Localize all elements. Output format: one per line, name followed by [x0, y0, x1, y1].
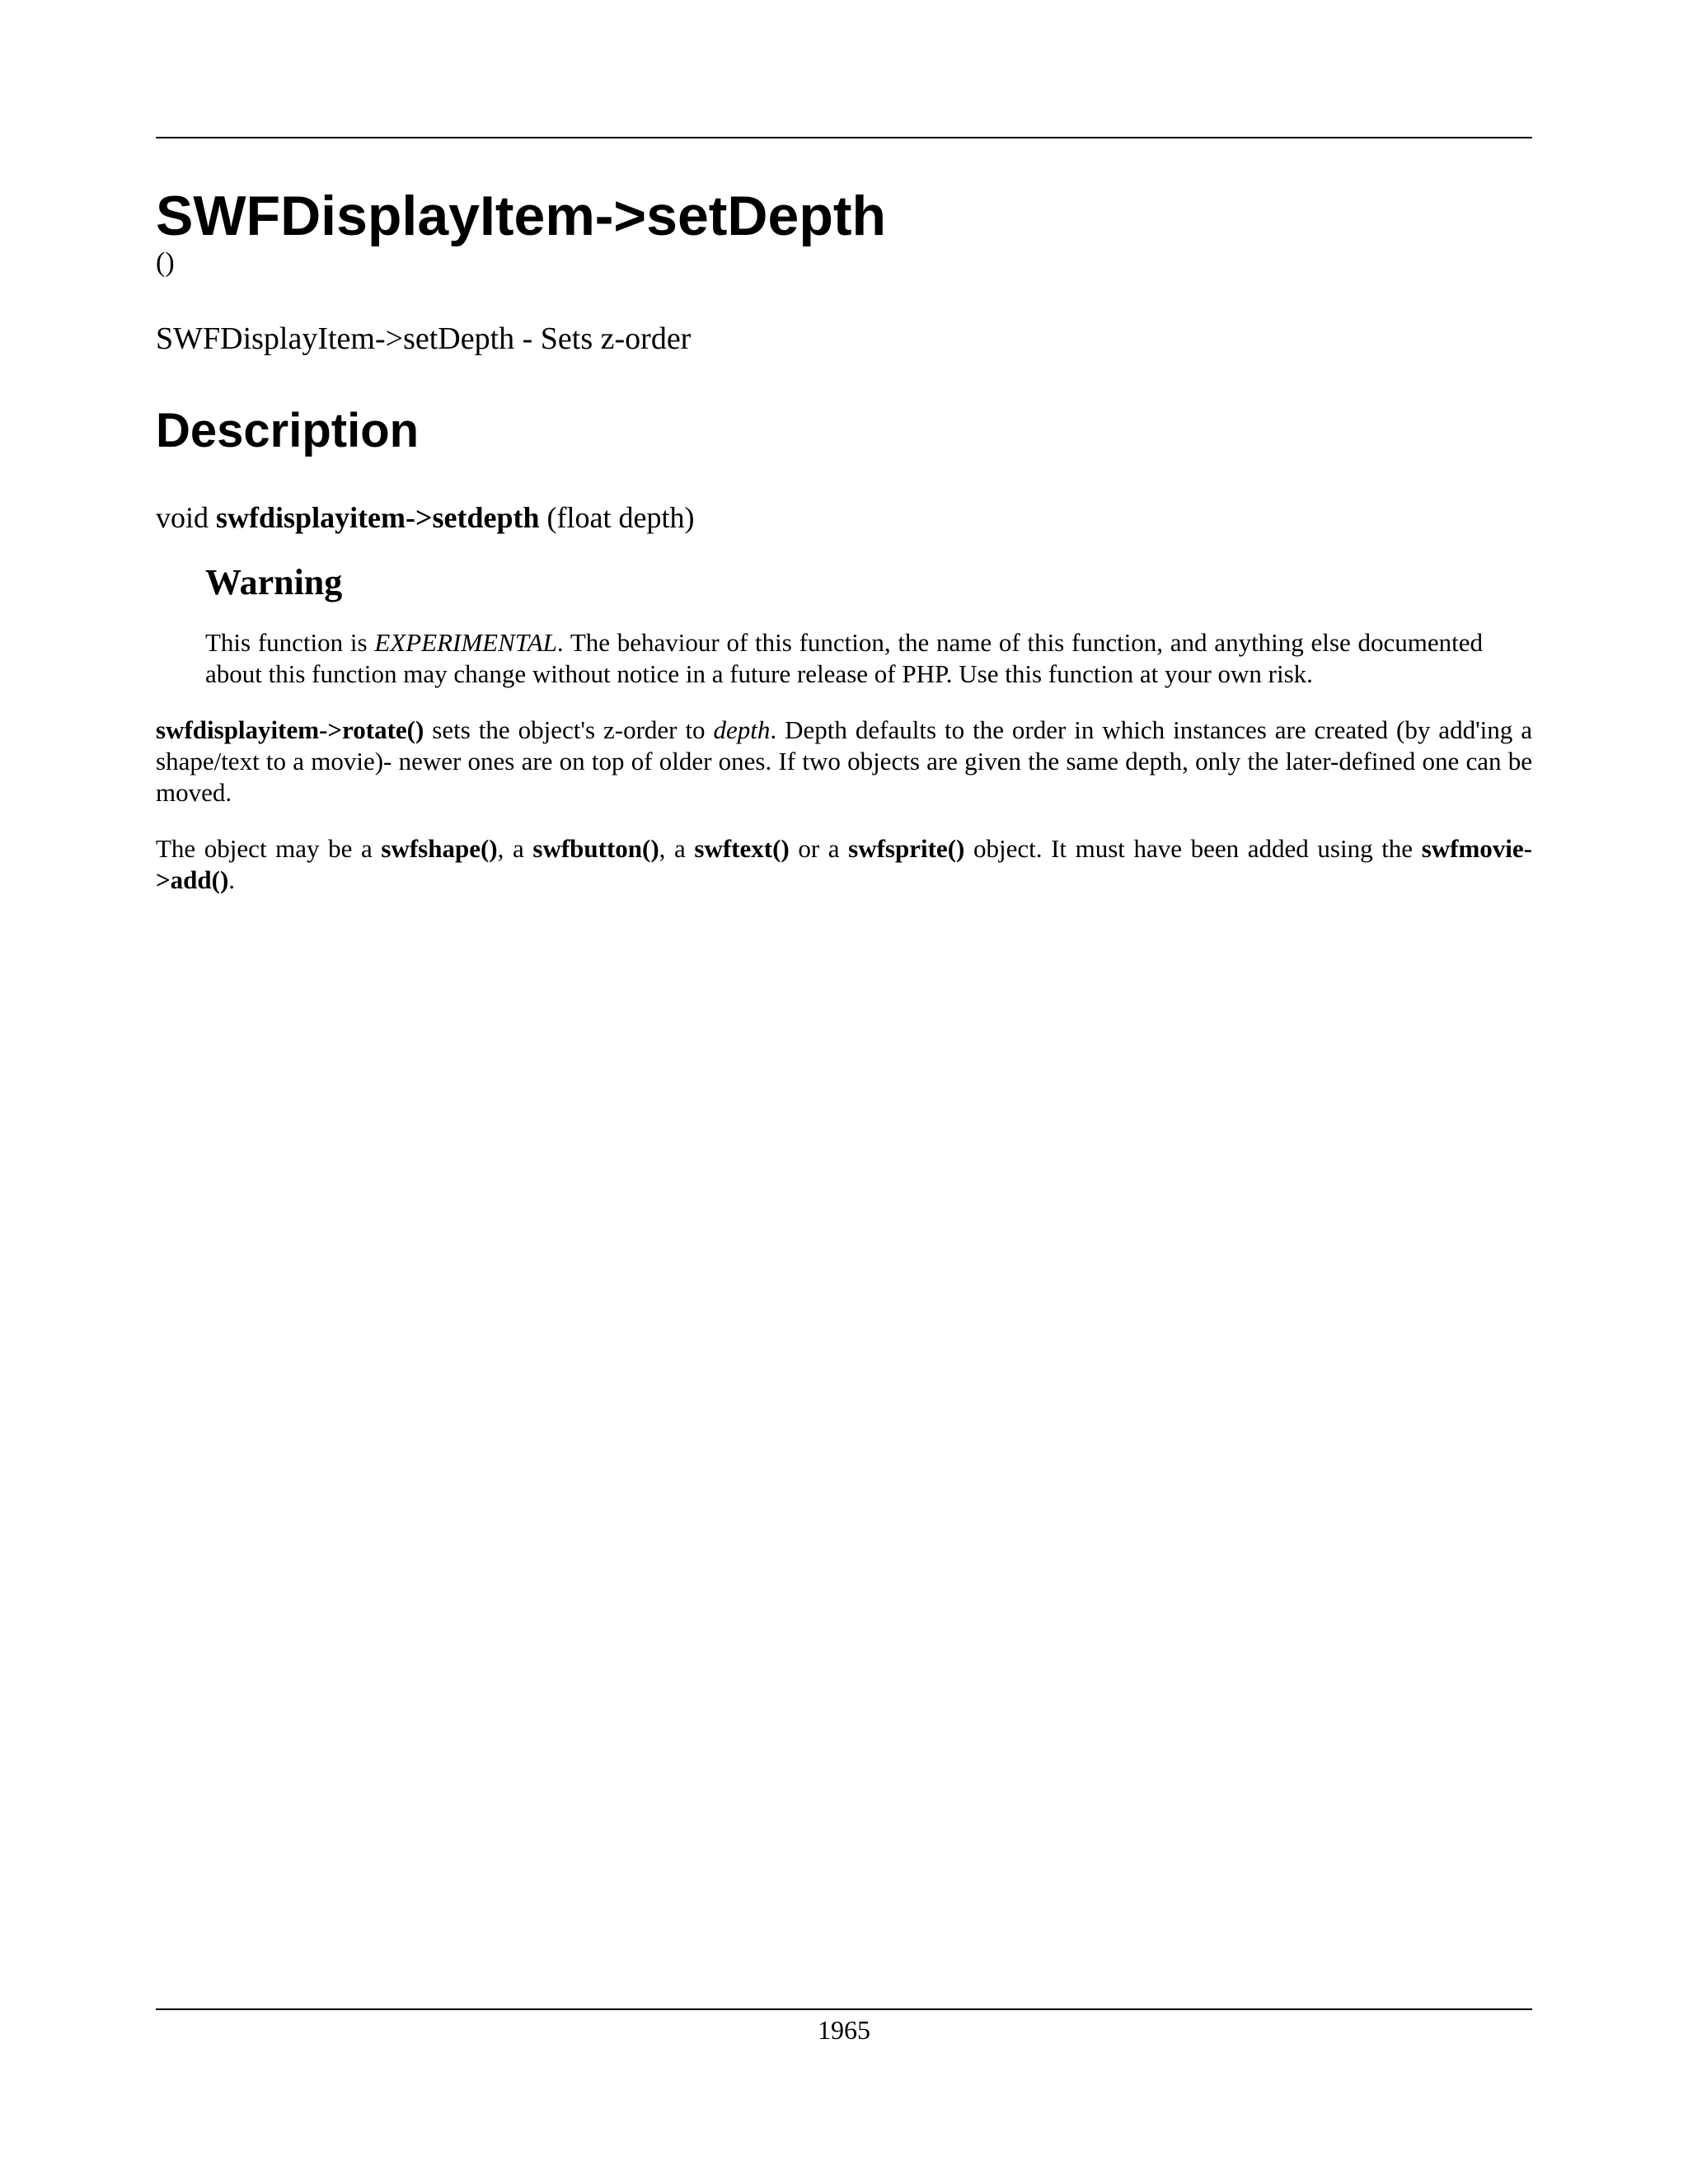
title-parens: ()	[156, 247, 175, 278]
refname-line: SWFDisplayItem->setDepth - Sets z-order	[156, 321, 692, 357]
paragraph-text: . Depth defaults to the order in which instances are created (by add'ing a shape/text to a movie)- newer ones are on top of older ones. If two objects are given the same depth, only the later-defined one can be moved.	[156, 715, 1533, 807]
function-name: swfdisplayitem->setdepth	[216, 500, 540, 534]
parameter-reference: depth	[713, 715, 771, 744]
paragraph-text: , a	[659, 833, 695, 863]
paragraph-text: , a	[497, 833, 533, 863]
return-type: void	[156, 500, 209, 534]
description-paragraph-1	[156, 715, 1532, 808]
function-synopsis	[156, 502, 1532, 535]
function-reference: swfshape()	[381, 833, 498, 863]
description-heading: Description	[156, 404, 420, 458]
function-reference: swfmovie->add()	[156, 833, 1532, 894]
paragraph-text: The object may be a	[156, 833, 382, 863]
paragraph-text: .	[228, 865, 236, 894]
warning-heading: Warning	[205, 561, 343, 602]
top-rule	[156, 137, 1532, 138]
warning-box	[205, 563, 1483, 690]
function-reference: swfsprite()	[848, 833, 965, 863]
description-paragraph-2	[156, 833, 1532, 896]
bottom-rule	[156, 2008, 1532, 2010]
function-reference: swfdisplayitem->rotate()	[156, 715, 424, 744]
paragraph-text: or a	[789, 833, 849, 863]
warning-text-part: . The behaviour of this function, the name of this function, and anything else documented about this function may change without notice in a future release of PHP. Use this function at your own risk.	[205, 627, 1483, 688]
function-reference: swfbutton()	[532, 833, 659, 863]
paragraph-text: object. It must have been added using the	[964, 833, 1422, 863]
page-number: 1965	[818, 2015, 870, 2045]
function-params: (float depth)	[546, 500, 695, 534]
warning-text-part: This function is	[205, 627, 375, 657]
function-reference: swftext()	[694, 833, 790, 863]
page-title: SWFDisplayItem->setDepth	[156, 185, 887, 247]
page-content	[156, 185, 1533, 896]
warning-text	[205, 627, 1483, 690]
warning-emphasis: EXPERIMENTAL	[374, 627, 557, 657]
paragraph-text: sets the object's z-order to	[424, 715, 714, 744]
